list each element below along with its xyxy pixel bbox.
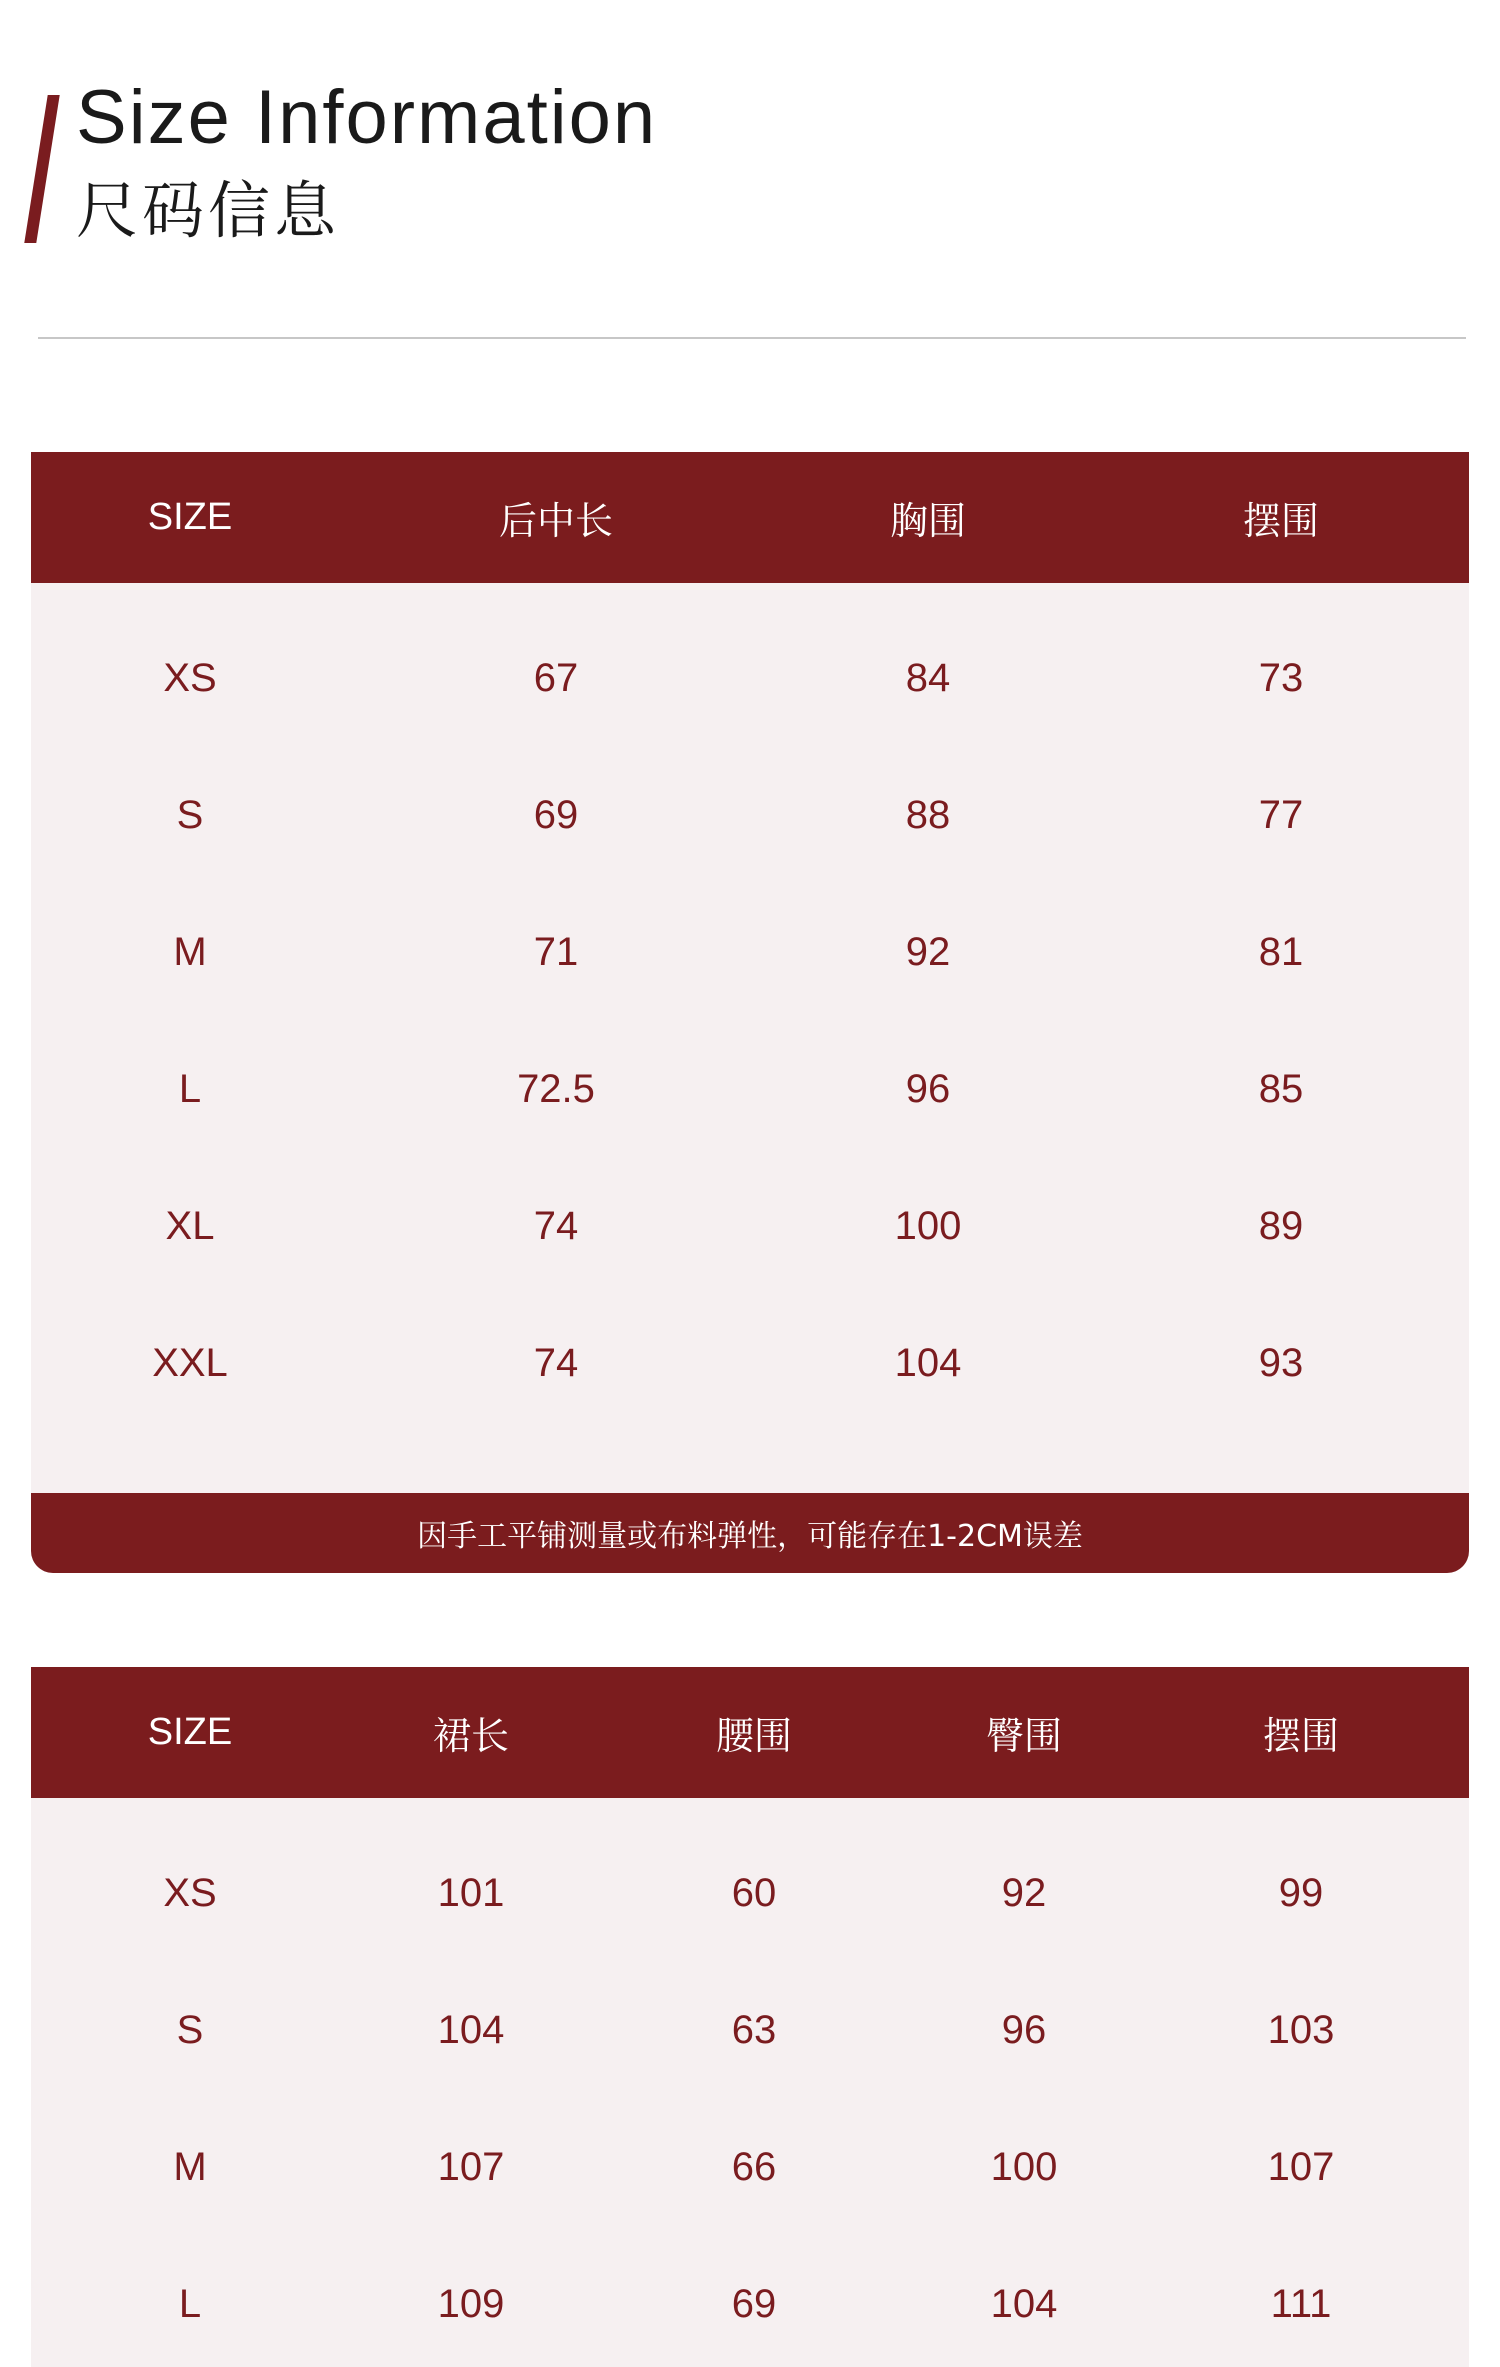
cell-size: L xyxy=(178,1067,202,1111)
cell-bust: 96 xyxy=(905,1067,951,1111)
table-body xyxy=(31,583,1469,1432)
cell-hem: 85 xyxy=(1258,1067,1304,1111)
cell-skirt-length: 104 xyxy=(437,2008,505,2052)
cell-size: XS xyxy=(163,1871,217,1915)
cell-size: S xyxy=(176,793,204,837)
cell-bust: 100 xyxy=(894,1204,962,1248)
cell-size: M xyxy=(173,2145,207,2189)
table-row xyxy=(31,2099,1469,2236)
header-hem: 摆围 xyxy=(1242,501,1319,543)
page-title: Size Information xyxy=(76,75,658,160)
table-row xyxy=(31,1158,1469,1295)
size-table-top xyxy=(31,452,1469,1573)
cell-back-length: 67 xyxy=(533,656,579,700)
table-row xyxy=(31,747,1469,884)
header-bust: 胸围 xyxy=(889,501,966,543)
table-row xyxy=(31,2236,1469,2367)
cell-hem: 89 xyxy=(1258,1204,1304,1248)
table-row xyxy=(31,884,1469,1021)
page-subtitle: 尺码信息 xyxy=(76,174,341,247)
page-header xyxy=(0,0,1500,340)
cell-back-length: 69 xyxy=(533,793,579,837)
cell-waist: 60 xyxy=(731,1871,777,1915)
cell-bust: 104 xyxy=(894,1341,962,1385)
size-table-skirt xyxy=(31,1667,1469,2367)
cell-size: XXL xyxy=(152,1341,228,1385)
cell-back-length: 74 xyxy=(533,1204,579,1248)
header-back-length: 后中长 xyxy=(498,501,613,543)
cell-bust: 84 xyxy=(905,656,951,700)
cell-hem: 107 xyxy=(1267,2145,1335,2189)
cell-hem: 103 xyxy=(1267,2008,1335,2052)
cell-hem: 73 xyxy=(1258,656,1304,700)
header-divider xyxy=(38,337,1466,339)
cell-waist: 69 xyxy=(731,2282,777,2326)
cell-back-length: 72.5 xyxy=(517,1067,595,1111)
cell-size: S xyxy=(176,2008,204,2052)
measurement-note: 因手工平铺测量或布料弹性，可能存在1-2CM误差 xyxy=(31,1493,1469,1573)
cell-waist: 63 xyxy=(731,2008,777,2052)
table-header xyxy=(31,452,1469,583)
cell-waist: 66 xyxy=(731,2145,777,2189)
table-row xyxy=(31,1021,1469,1158)
cell-skirt-length: 101 xyxy=(437,1871,505,1915)
cell-hip: 104 xyxy=(990,2282,1058,2326)
table-body xyxy=(31,1798,1469,2367)
cell-skirt-length: 109 xyxy=(437,2282,505,2326)
cell-hem: 111 xyxy=(1270,2282,1332,2326)
cell-hip: 96 xyxy=(1001,2008,1047,2052)
cell-size: XS xyxy=(163,656,217,700)
cell-hem: 81 xyxy=(1258,930,1304,974)
cell-size: XL xyxy=(165,1204,215,1248)
header-waist: 腰围 xyxy=(715,1716,792,1758)
cell-hem: 93 xyxy=(1258,1341,1304,1385)
header-size: SIZE xyxy=(147,496,233,538)
header-hip: 臀围 xyxy=(985,1716,1062,1758)
header-size: SIZE xyxy=(147,1711,233,1753)
table-header xyxy=(31,1667,1469,1798)
cell-size: L xyxy=(178,2282,202,2326)
cell-hem: 77 xyxy=(1258,793,1304,837)
cell-back-length: 74 xyxy=(533,1341,579,1385)
header-skirt-length: 裙长 xyxy=(432,1716,509,1758)
header-hem: 摆围 xyxy=(1262,1716,1339,1758)
accent-bar xyxy=(24,95,59,243)
cell-hip: 100 xyxy=(990,2145,1058,2189)
table-row xyxy=(31,1962,1469,2099)
table-row xyxy=(31,1825,1469,1962)
cell-skirt-length: 107 xyxy=(437,2145,505,2189)
cell-hip: 92 xyxy=(1001,1871,1047,1915)
cell-bust: 92 xyxy=(905,930,951,974)
table-row xyxy=(31,1295,1469,1432)
cell-back-length: 71 xyxy=(533,930,579,974)
cell-bust: 88 xyxy=(905,793,951,837)
table-row xyxy=(31,610,1469,747)
cell-size: M xyxy=(173,930,207,974)
cell-hem: 99 xyxy=(1278,1871,1324,1915)
